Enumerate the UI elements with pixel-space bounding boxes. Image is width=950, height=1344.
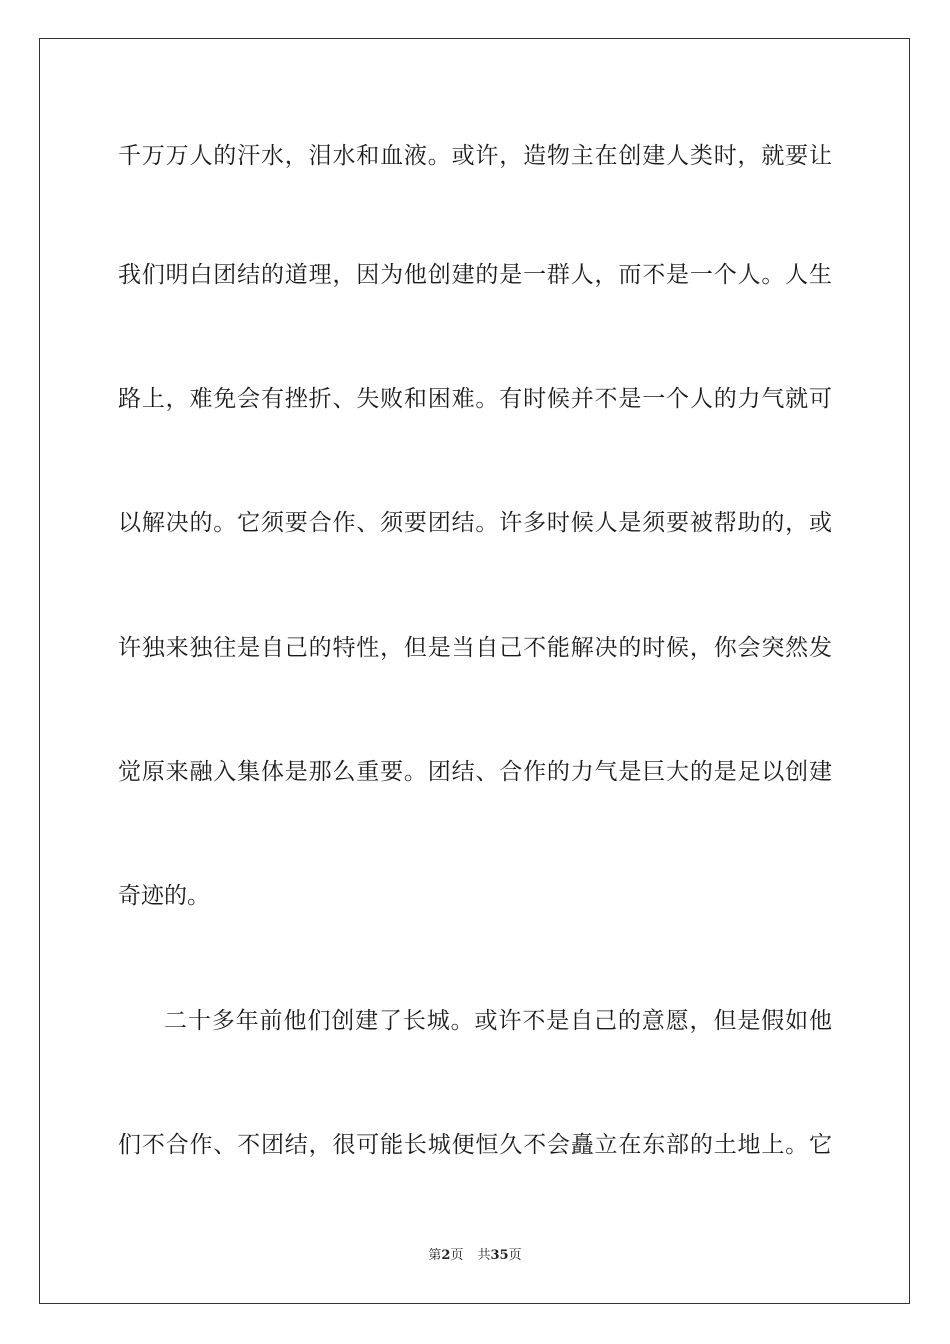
total-pages: 35	[490, 1248, 509, 1263]
page-border	[39, 38, 910, 1304]
text-line-5: 许独来独往是自己的特性，但是当自己不能解决的时候，你会突然发	[118, 635, 832, 661]
text-line-2: 我们明白团结的道理，因为他创建的是一群人，而不是一个人。人生	[118, 262, 832, 288]
text-line-9: 们不合作、不团结，很可能长城便恒久不会矗立在东部的土地上。它	[118, 1132, 832, 1158]
total-prefix: 共	[477, 1248, 491, 1263]
text-line-3: 路上，难免会有挫折、失败和困难。有时候并不是一个人的力气就可	[118, 386, 832, 412]
text-line-7: 奇迹的。	[118, 883, 210, 909]
page-footer	[0, 1248, 950, 1264]
text-line-4: 以解决的。它须要合作、须要团结。许多时候人是须要被帮助的，或	[118, 510, 832, 536]
total-suffix: 页	[508, 1248, 522, 1263]
page-number: 2	[441, 1248, 451, 1263]
text-line-1: 千万万人的汗水，泪水和血液。或许，造物主在创建人类时，就要让	[118, 143, 832, 169]
text-line-8-paragraph-start: 二十多年前他们创建了长城。或许不是自己的意愿，但是假如他	[164, 1008, 832, 1034]
text-line-6: 觉原来融入集体是那么重要。团结、合作的力气是巨大的是足以创建	[118, 759, 832, 785]
page-prefix: 第	[428, 1248, 442, 1263]
page-suffix: 页	[450, 1248, 464, 1263]
